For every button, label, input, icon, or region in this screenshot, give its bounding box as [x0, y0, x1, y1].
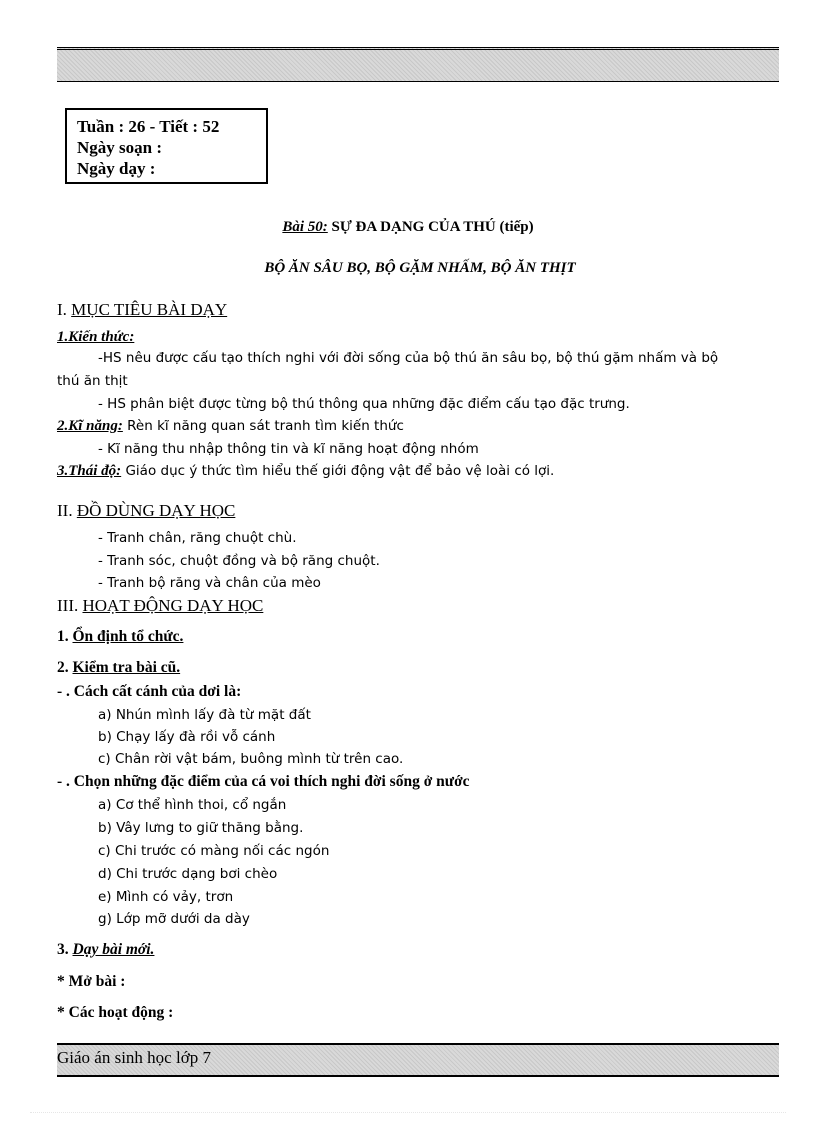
- answer-option: c) Chi trước có màng nối các ngón: [98, 843, 330, 859]
- week-period: Tuần : 26 - Tiết : 52: [77, 117, 220, 136]
- intro-label: * Mở bài :: [57, 973, 126, 990]
- header-band: [57, 47, 779, 82]
- info-box: [65, 108, 268, 184]
- lesson-name: SỰ ĐA DẠNG CỦA THÚ (tiếp): [327, 219, 534, 235]
- skills-text: - Kĩ năng thu nhập thông tin và kĩ năng hoạt động nhóm: [98, 441, 479, 457]
- section-number: I.: [57, 300, 72, 319]
- knowledge-text: - HS phân biệt được từng bộ thú thông qua những đặc điểm cấu tạo đặc trưng.: [98, 396, 630, 412]
- knowledge-text: -HS nêu được cấu tạo thích nghi với đời sống của bộ thú ăn sâu bọ, bộ thú gặm nhấm và bộ: [98, 350, 719, 366]
- section-3-heading: III. HOẠT ĐỘNG DẠY HỌC: [57, 596, 264, 615]
- step-3: 3. Dạy bài mới.: [57, 941, 155, 958]
- activities-label: * Các hoạt động :: [57, 1004, 174, 1021]
- list-item: - Tranh sóc, chuột đồng và bộ răng chuột.: [98, 553, 380, 569]
- skills-row: 2.Kĩ năng: Rèn kĩ năng quan sát tranh tìm kiến thức: [57, 418, 404, 434]
- answer-option: g) Lớp mỡ dưới da dày: [98, 911, 250, 927]
- answer-option: b) Vây lưng to giữ thăng bằng.: [98, 820, 304, 836]
- question-2: - . Chọn những đặc điểm của cá voi thích nghi đời sống ở nước: [57, 773, 470, 790]
- lesson-label: Bài 50:: [282, 219, 328, 235]
- step-2: 2. Kiểm tra bài cũ.: [57, 659, 181, 676]
- lesson-title: [0, 219, 816, 236]
- knowledge-label: 1.Kiến thức:: [57, 329, 135, 345]
- answer-option: a) Nhún mình lấy đà từ mặt đất: [98, 707, 311, 723]
- list-item: - Tranh chân, răng chuột chù.: [98, 530, 297, 546]
- attitude-row: 3.Thái độ: Giáo dục ý thức tìm hiểu thế giới động vật để bảo vệ loài có lợi.: [57, 463, 555, 479]
- section-2-heading: II. ĐỒ DÙNG DẠY HỌC: [57, 501, 236, 520]
- answer-option: b) Chạy lấy đà rồi vỗ cánh: [98, 729, 276, 745]
- knowledge-text: thú ăn thịt: [57, 373, 128, 389]
- prep-date: Ngày soạn :: [77, 138, 163, 157]
- answer-option: c) Chân rời vật bám, buông mình từ trên cao.: [98, 751, 404, 767]
- teach-date: Ngày dạy :: [77, 159, 156, 178]
- answer-option: e) Mình có vảy, trơn: [98, 889, 234, 905]
- section-1-heading: [57, 300, 227, 320]
- page-edge: [30, 1112, 786, 1113]
- answer-option: d) Chi trước dạng bơi chèo: [98, 866, 278, 882]
- step-1: 1. Ổn định tổ chức.: [57, 628, 184, 645]
- footer-text: Giáo án sinh học lớp 7: [57, 1048, 211, 1067]
- list-item: - Tranh bộ răng và chân của mèo: [98, 575, 321, 591]
- answer-option: a) Cơ thể hình thoi, cổ ngắn: [98, 797, 287, 813]
- lesson-subtitle: BỘ ĂN SÂU BỌ, BỘ GẶM NHẤM, BỘ ĂN THỊT: [264, 260, 576, 276]
- section-title: MỤC TIÊU BÀI DẠY: [71, 300, 228, 319]
- question-1: - . Cách cất cánh của dơi là:: [57, 683, 242, 700]
